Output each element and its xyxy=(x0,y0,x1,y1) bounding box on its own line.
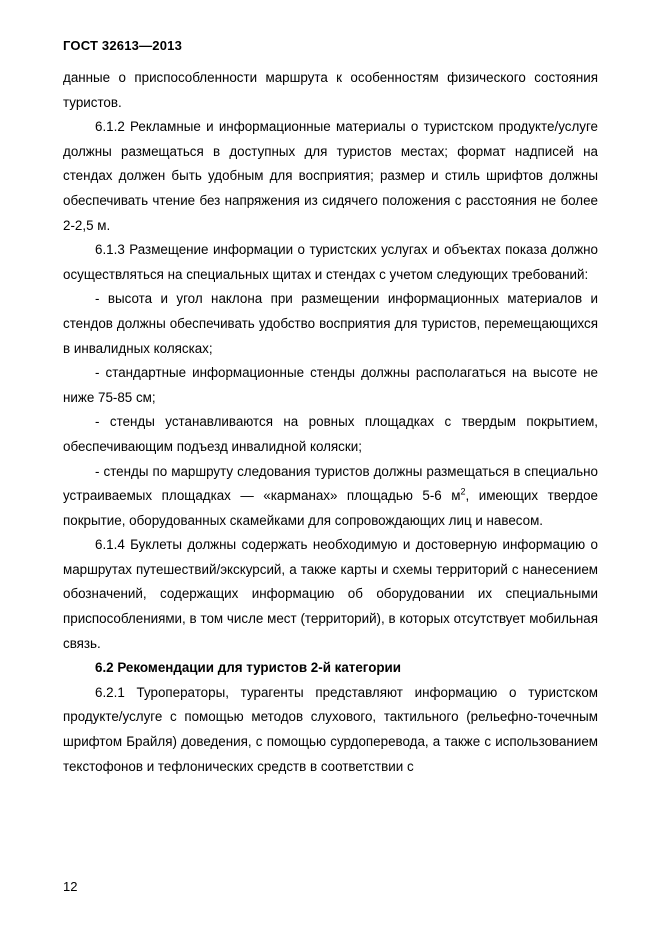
section-heading: 6.2 Рекомендации для туристов 2-й категории xyxy=(95,660,402,676)
list-item-text: , имеющих твердое покрытие, оборудованных скамейками для сопровождающих лиц и навесом. xyxy=(63,488,599,528)
paragraph-6-1-3: 6.1.3 Размещение информации о туристских услугах и объектах показа должно осуществляться на специальных щитах и стендах с учетом следующих требований: xyxy=(63,242,598,282)
paragraph-6-1-4: 6.1.4 Буклеты должны содержать необходимую и достоверную информацию о маршрутах путешествий/экскурсий, а также карты и схемы территорий с нанесением обозначений, содержащих информацию об оборудовании их специальными приспособлениями, в том числе мест (территорий), в которых отсутствует мобильная связь. xyxy=(63,537,598,651)
list-item xyxy=(63,460,598,534)
list-item: - стандартные информационные стенды должны располагаться на высоте не ниже 75-85 см; xyxy=(63,365,598,405)
list-item-text: - стенды по маршруту следования туристов должны размещаться в специально устраиваемых площадках — «карманах» площадью 5-6 м xyxy=(63,463,598,504)
document-header: ГОСТ 32613—2013 xyxy=(63,38,182,53)
paragraph-continuation: данные о приспособленности маршрута к особенностям физического состояния туристов. xyxy=(63,70,598,110)
paragraph-6-2-1: 6.2.1 Туроператоры, турагенты представляют информацию о туристском продукте/услуге с помощью методов слухового, тактильного (рельефно-точечным шрифтом Брайля) доведения, с помощью сурдоперевода, а также с использованием текстофонов и тефлонических средств в соответствии с xyxy=(63,684,598,774)
superscript: 2 xyxy=(460,486,466,497)
paragraph-6-1-2: 6.1.2 Рекламные и информационные материалы о туристском продукте/услуге должны размещаться в доступных для туристов местах; формат надписей на стендах должен быть удобным для восприятия; размер и стиль шрифтов должны обеспечивать чтение без напряжения из сидячего положения с расстояния не более 2-2,5 м. xyxy=(63,119,598,233)
document-body xyxy=(63,66,598,779)
page-number: 12 xyxy=(63,879,78,894)
list-item: - стенды устанавливаются на ровных площадках с твердым покрытием, обеспечивающим подъезд инвалидной коляски; xyxy=(63,414,598,454)
list-item: - высота и угол наклона при размещении информационных материалов и стендов должны обеспечивать удобство восприятия для туристов, перемещающихся в инвалидных колясках; xyxy=(63,291,598,356)
